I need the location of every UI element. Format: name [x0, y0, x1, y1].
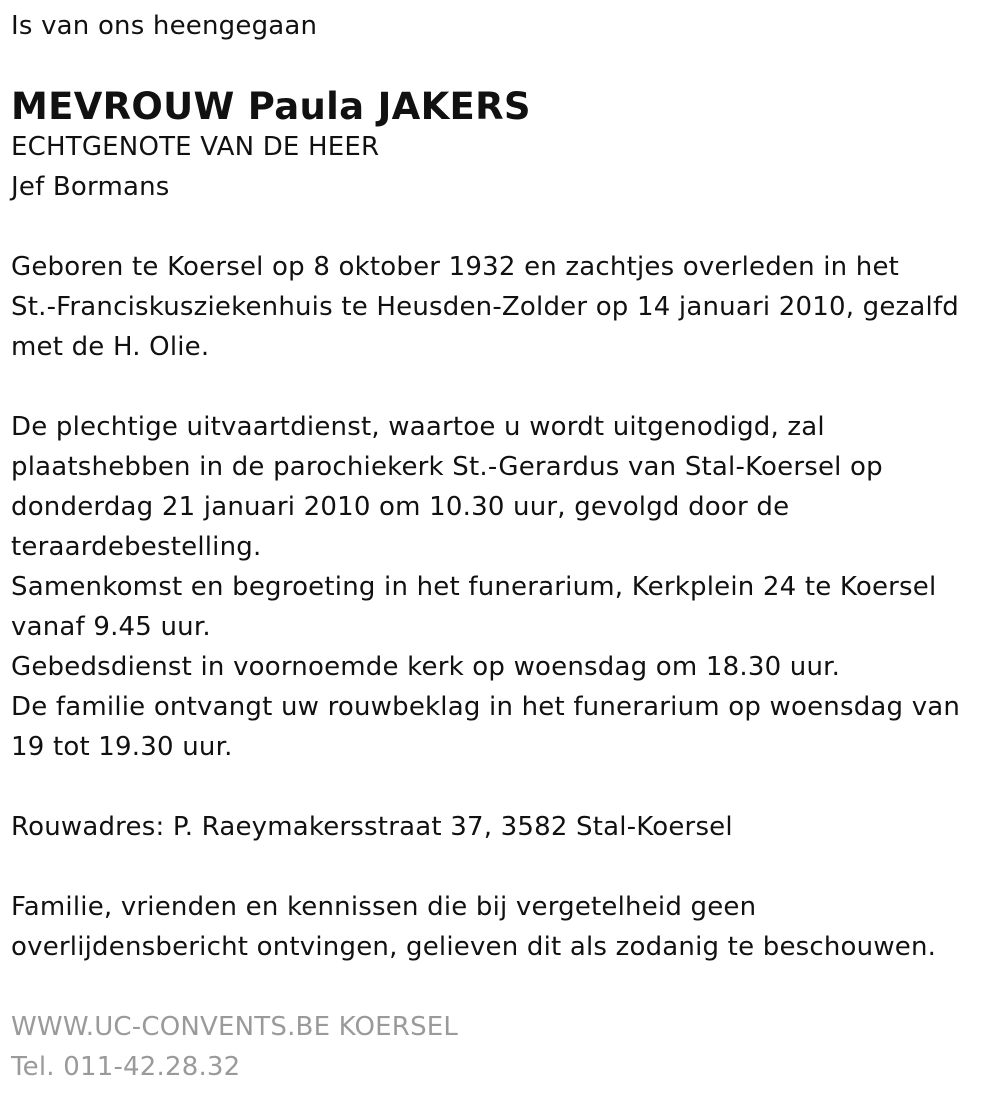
service-paragraph	[11, 407, 990, 767]
birth-paragraph	[11, 247, 990, 367]
deceased-name: MEVROUW Paula JAKERS	[11, 85, 531, 128]
paragraph-line: De familie ontvangt uw rouwbeklag in het funerarium op woensdag van	[11, 692, 961, 722]
spacer	[11, 767, 990, 807]
closing-paragraph	[11, 887, 990, 967]
paragraph-line: plaatshebben in de parochiekerk St.-Gerardus van Stal-Koersel op	[11, 452, 883, 482]
paragraph-line: De plechtige uitvaartdienst, waartoe u wordt uitgenodigd, zal	[11, 412, 825, 442]
spacer	[11, 967, 990, 1007]
intro-text: Is van ons heengegaan	[11, 11, 318, 41]
footer-website: WWW.UC-CONVENTS.BE KOERSEL	[11, 1012, 459, 1042]
paragraph-line: Gebedsdienst in voornoemde kerk op woensdag om 18.30 uur.	[11, 652, 841, 682]
paragraph-line: Samenkomst en begroeting in het funerarium, Kerkplein 24 te Koersel	[11, 572, 937, 602]
paragraph-line: met de H. Olie.	[11, 332, 210, 362]
paragraph-line: vanaf 9.45 uur.	[11, 612, 211, 642]
paragraph-line: St.-Franciskusziekenhuis te Heusden-Zolder op 14 januari 2010, gezalfd	[11, 292, 960, 322]
paragraph-line: Geboren te Koersel op 8 oktober 1932 en zachtjes overleden in het	[11, 252, 900, 282]
spacer	[11, 367, 990, 407]
spacer	[11, 847, 990, 887]
paragraph-line: Familie, vrienden en kennissen die bij vergetelheid geen	[11, 892, 757, 922]
paragraph-line: overlijdensbericht ontvingen, gelieven dit als zodanig te beschouwen.	[11, 932, 937, 962]
mourning-address: Rouwadres: P. Raeymakersstraat 37, 3582 Stal-Koersel	[11, 812, 733, 842]
footer-phone: Tel. 011-42.28.32	[11, 1052, 241, 1082]
spouse-name: Jef Bormans	[11, 172, 170, 202]
paragraph-line: teraardebestelling.	[11, 532, 262, 562]
paragraph-line: 19 tot 19.30 uur.	[11, 732, 233, 762]
spacer	[11, 207, 990, 247]
paragraph-line: donderdag 21 januari 2010 om 10.30 uur, gevolgd door de	[11, 492, 790, 522]
relation-text: ECHTGENOTE VAN DE HEER	[11, 132, 380, 162]
